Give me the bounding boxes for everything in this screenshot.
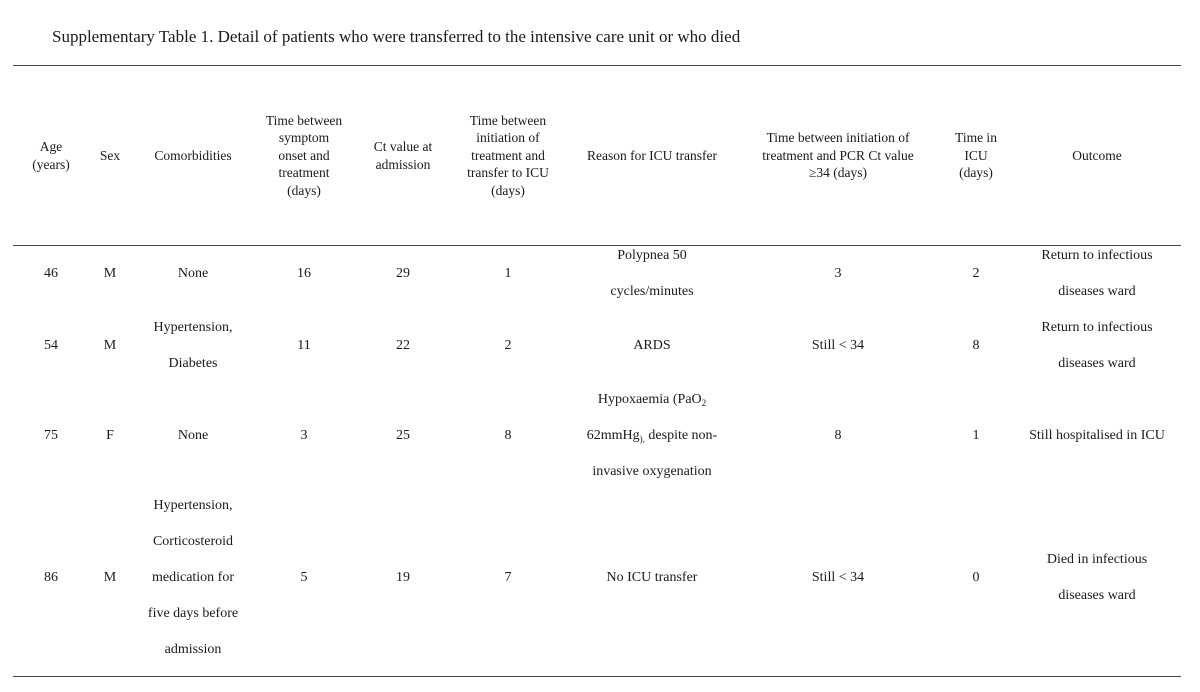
cell-age: 75 (44, 428, 58, 443)
cell-reason-for-icu-transfer: ARDS (633, 338, 671, 353)
cell-onset-to-treatment: 16 (297, 266, 311, 281)
column-header-time-in-icu: Time in ICU (days) (955, 130, 997, 181)
cell-treatment-to-ct34: 8 (834, 428, 842, 443)
cell-age: 46 (44, 266, 58, 281)
cell-age: 86 (44, 570, 58, 585)
cell-outcome: Died in infectious diseases ward (1046, 552, 1148, 603)
column-header-outcome: Outcome (1072, 147, 1122, 163)
cell-treatment-to-ct34: 3 (834, 266, 842, 281)
cell-reason-for-icu-transfer: Polypnea 50 cycles/minutes (610, 248, 694, 299)
cell-treatment-to-ct34: Still < 34 (811, 338, 865, 353)
cell-treatment-to-icu: 7 (504, 570, 512, 585)
cell-sex: F (106, 428, 114, 443)
column-header-onset-to-treatment: Time between symptom onset and treatment (days) (265, 112, 343, 198)
reason-line: invasive oxygenation (592, 464, 712, 479)
cell-ct-value: 22 (396, 338, 410, 353)
cell-onset-to-treatment: 3 (300, 428, 308, 443)
cell-comorbidities: None (177, 428, 209, 443)
cell-treatment-to-icu: 8 (504, 428, 512, 443)
cell-comorbidities: None (177, 266, 209, 281)
cell-ct-value: 25 (396, 428, 410, 443)
cell-outcome: Return to infectious diseases ward (1041, 248, 1153, 299)
cell-sex: M (103, 266, 117, 281)
column-header-reason-for-icu-transfer: Reason for ICU transfer (586, 147, 718, 163)
column-header-comorbidities: Comorbidities (154, 147, 232, 163)
cell-outcome: Return to infectious diseases ward (1041, 320, 1153, 371)
reason-line (587, 418, 717, 454)
column-header-age: Age (years) (32, 139, 70, 172)
column-header-treatment-to-ct34: Time between initiation of treatment and PCR Ct value ≥34 (days) (762, 130, 914, 181)
cell-time-in-icu: 8 (972, 338, 980, 353)
column-header-ct-value: Ct value at admission (373, 139, 433, 172)
cell-time-in-icu: 1 (972, 428, 980, 443)
reason-text: 62mmHg (586, 428, 640, 443)
cell-sex: M (103, 570, 117, 585)
cell-sex: M (103, 338, 117, 353)
cell-treatment-to-ct34: Still < 34 (811, 570, 865, 585)
reason-line (598, 382, 706, 418)
cell-reason-for-icu-transfer: No ICU transfer (606, 570, 698, 585)
subscript: 2 (701, 398, 707, 408)
cell-comorbidities: Hypertension, Diabetes (153, 320, 233, 371)
reason-text: Hypoxaemia (PaO (597, 392, 702, 407)
cell-age: 54 (44, 338, 58, 353)
cell-time-in-icu: 0 (972, 570, 980, 585)
column-header-sex: Sex (99, 147, 121, 163)
subscript: ), (639, 434, 645, 444)
cell-treatment-to-icu: 2 (504, 338, 512, 353)
reason-text: despite non- (644, 428, 718, 443)
cell-ct-value: 19 (396, 570, 410, 585)
cell-comorbidities: Hypertension, Corticosteroid medication for five days before admission (147, 498, 239, 657)
cell-onset-to-treatment: 5 (300, 570, 308, 585)
cell-reason-for-icu-transfer (568, 382, 736, 490)
table-caption: Supplementary Table 1. Detail of patients who were transferred to the intensive care unit or who died (52, 27, 741, 46)
cell-outcome: Still hospitalised in ICU (1029, 428, 1165, 443)
cell-onset-to-treatment: 11 (297, 338, 311, 353)
table-bottom-rule (13, 676, 1181, 677)
column-header-treatment-to-icu: Time between initiation of treatment and transfer to ICU (days) (467, 112, 549, 198)
cell-ct-value: 29 (396, 266, 410, 281)
cell-treatment-to-icu: 1 (504, 266, 512, 281)
cell-time-in-icu: 2 (972, 266, 980, 281)
